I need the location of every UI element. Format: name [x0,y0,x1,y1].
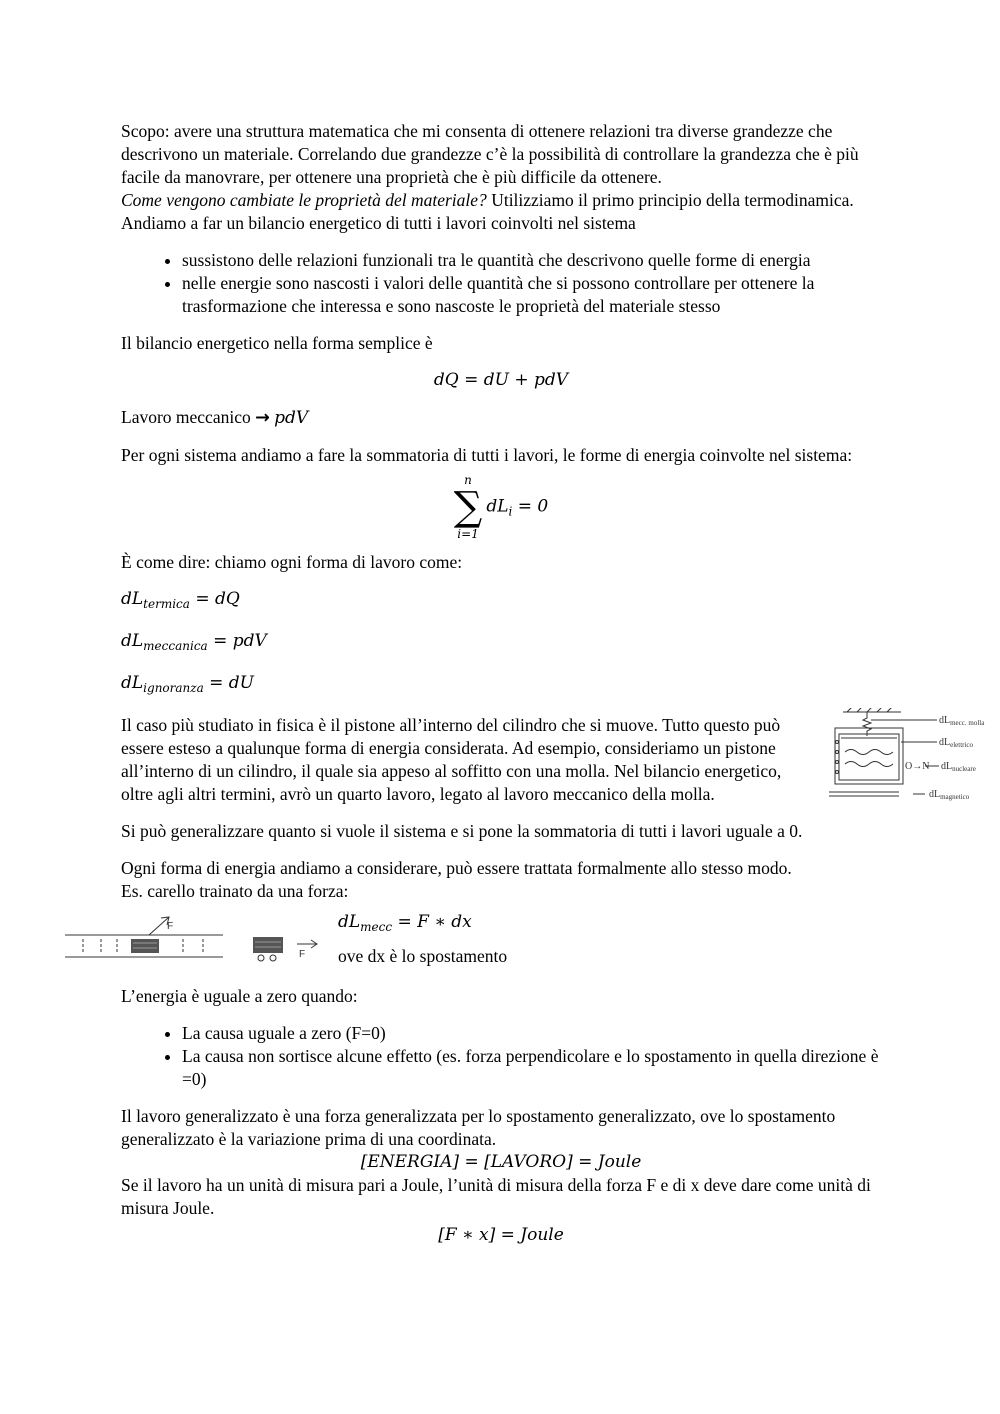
def-rhs: = pdV [207,631,267,651]
sigma-symbol [454,473,483,541]
cylinder-inner [839,734,899,780]
sum-sub: i [508,504,513,519]
label-reaction: O→N [905,761,930,772]
intro-paragraph [121,120,881,235]
bullet-list-1 [121,249,881,318]
label-mecc-molla: $dL_{mecc. molla}$ [939,715,985,727]
cart-eq-sub: mecc [360,920,393,934]
ogni-forma-paragraph [121,857,881,903]
list-item: • sussistono delle relazioni funzionali tra le quantità che descrivono quelle forme di energia [182,249,881,272]
equation-fx: [F ∗ x] = Joule [438,1225,564,1245]
force-label-2: F [299,949,306,960]
sum-upper: n [464,473,472,487]
list-item: • nelle energie sono nascosti i valori delle quantità che si possono controllare per ottenere la trasformazione che interessa e sono nascoste le proprietà del materiale stesso [182,272,881,318]
ogni-forma-text: Ogni forma di energia andiamo a considerare, può essere trattata formalmente allo stesso modo. [121,858,792,878]
cylinder-outline [835,728,903,784]
pdv-term: pdV [274,408,309,428]
ove-dx-text: ove dx è lo spostamento [338,946,508,966]
label-nucleare: $dL_{nucleare}$ [941,761,976,773]
generalizzare-text: Si può generalizzare quanto si vuole il sistema e si pone la sommatoria di tutti i lavori uguale a 0. [121,821,803,841]
arrow-icon: → [255,408,270,428]
list-item: • La causa non sortisce alcune effetto (es. forza perpendicolare e lo spostamento in quella direzione è =0) [182,1045,881,1091]
spring-icon [863,712,871,736]
def-sub: termica [143,597,190,611]
def-termica [121,588,881,616]
force-label: F [167,921,174,932]
cart-equation [338,911,472,939]
equation-energia: [ENERGIA] = [LAVORO] = Joule [360,1152,642,1172]
piston-diagram [827,708,999,808]
lavoro-meccanico-label: Lavoro meccanico [121,407,256,427]
lavoro-meccanico-line [121,406,881,430]
sum-lower: i=1 [457,527,479,541]
intro-rest: Utilizziamo il primo principio della termodinamica. Andiamo a far un bilancio energetico di tutti i lavori coinvolti nel sistema [121,190,854,233]
joule-text: Se il lavoro ha un unità di misura pari a Joule, l’unità di misura della forza F e di x deve dare come unità di misura Joule. [121,1175,871,1218]
bilancio-label: Il bilancio energetico nella forma semplice è [121,333,433,353]
sum-sign: ∑ [453,484,483,530]
document-page [121,120,985,1247]
equation-dq: dQ = dU + pdV [433,370,569,390]
intro-question-line [121,189,881,235]
label-magnetico: $dL_{magnetico}$ [929,789,970,801]
piston-text: Il caso più studiato in fisica è il pistone all’interno del cilindro che si muove. Tutto questo può essere esteso a qualunque forma di energia considerata. Ad esempio, consideriamo un pistone all’interno di un cilindro, il quale sia appeso al soffitto con una molla. Nel bilancio energetico, oltre agli altri termini, avrò un quarto lavoro, legato al lavoro meccanico della molla. [121,715,782,804]
cart-section [121,911,881,977]
cart-eq-rhs: = F ∗ dx [392,912,472,932]
sum-body: dL [486,496,509,517]
lavoro-gen-text: Il lavoro generalizzato è una forza generalizzata per lo spostamento generalizzato, ove lo spostamento generalizzato è la variazione prima di una coordinata. [121,1106,836,1149]
def-rhs: = dQ [189,589,240,609]
cart-eq-lhs: dL [338,912,361,932]
cart-block-2 [253,937,283,953]
def-lhs: dL [121,631,144,651]
sum-rhs: = 0 [512,496,549,517]
energia-zero-text: L’energia è uguale a zero quando: [121,986,358,1006]
es-carrello-text: Es. carello trainato da una forza: [121,881,349,901]
bullet-list-2 [121,1022,881,1091]
sommatoria-text: Per ogni sistema andiamo a fare la sommatoria di tutti i lavori, le forme di energia coinvolte nel sistema: [121,445,853,465]
cart-diagram [65,915,331,965]
def-lhs: dL [121,673,144,693]
sum-equation [121,473,881,541]
intro-text: Scopo: avere una struttura matematica che mi consenta di ottenere relazioni tra diverse grandezze che descrivono un materiale. Correlando due grandezze c’è la possibilità di controllare la grandezza che è più facile da manovrare, per ottenere una proprietà che è più difficile da ottenere. [121,121,859,187]
question-text: Come vengono cambiate le proprietà del materiale? [121,190,487,210]
chiamo-text: È come dire: chiamo ogni forma di lavoro come: [121,552,463,572]
label-elettrico: $dL_{elettrico}$ [939,737,974,749]
piston-section [121,714,985,806]
def-ignoranza [121,672,881,700]
def-rhs: = dU [203,673,255,693]
def-lhs: dL [121,589,144,609]
def-sub: ignoranza [143,681,204,695]
cart-block [131,939,159,953]
def-sub: meccanica [143,639,208,653]
list-item: • La causa uguale a zero (F=0) [182,1022,881,1045]
force-arrow-icon [149,917,169,935]
def-meccanica [121,630,881,658]
